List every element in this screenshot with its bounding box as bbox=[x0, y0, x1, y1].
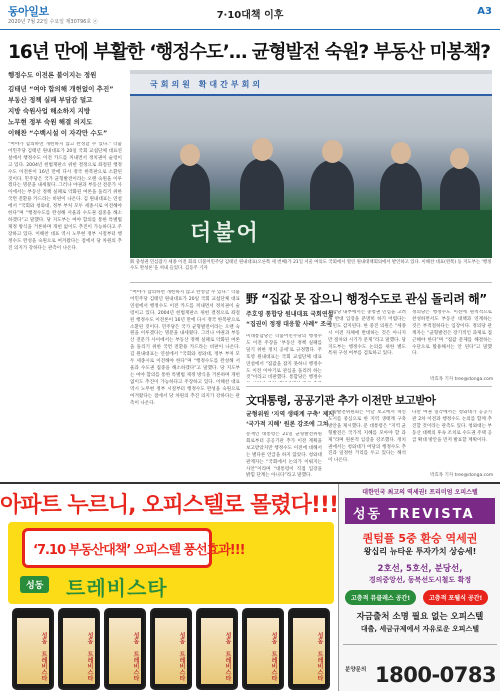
section-headline-president: 文대통령, 공공기관 추가 이전만 보고받아 bbox=[246, 394, 436, 407]
phone-label: 성동 트레비스타 bbox=[178, 632, 185, 681]
byline: 박효목 기자 tree@donga.com bbox=[430, 473, 494, 478]
section-headline-opposition: 野 “집값 못 잡으니 행정수도로 관심 돌리려 해” bbox=[246, 292, 487, 306]
ad-brand-name: 트레비스타 bbox=[66, 576, 168, 600]
article-text: 문재인 대통령은 21일 균형발전위원회로부터 공공기관 추가 이전 계획을 보고받았지만 행정수도 이전에 대해서는 별다른 언급을 하지 않았다. 청와대 관계자는 “국회에서 논의가 이뤄지는 사안”이라며 “대통령이 직접 입장을 밝힐 단계는 아니다”라고 말했다. bbox=[246, 432, 322, 478]
phone-graphic bbox=[58, 608, 100, 690]
subhead-line: 이해찬 “수백시설 이 자각만 수도” bbox=[8, 129, 108, 137]
advertisement bbox=[0, 482, 500, 691]
byline: 박효목 기자 tree@donga.com bbox=[430, 377, 494, 382]
ad-badge-text: ‘7.10 부동산대책’ 오피스텔 풍선효과!!! bbox=[33, 543, 245, 558]
person-head bbox=[180, 144, 200, 166]
ad-right-panel bbox=[338, 484, 500, 691]
article-text: 균형발전위원회는 이날 보고에서 혁신도시를 중심으로 한 지역 생태계 구축 방안을 제시했다. 문 대통령은 “지역 균형발전은 국가적 지혜를 모아야 할 과제”라며 원론적 입장을 강조했다. 정치권에서는 청와대가 여당의 행정수도 추진과 일정한 거리를 두고 있다는 해석이 나온다. bbox=[328, 410, 406, 464]
page-number: A3 bbox=[477, 6, 492, 17]
person-head bbox=[322, 140, 343, 163]
ad-contact-label: 분양문의 bbox=[345, 667, 367, 673]
ad-right-tagline: 대한민국 최고의 역세권! 프리미엄 오피스텔 bbox=[362, 489, 478, 496]
subhead-lead: 행정수도 이전론 불이지는 정원 bbox=[8, 71, 97, 79]
ad-right-logo bbox=[345, 498, 495, 524]
phone-graphic bbox=[242, 608, 284, 690]
ad-sub-badge: 성동 bbox=[20, 576, 49, 593]
ad-right-logo-text: 성동 TREVISTA bbox=[353, 507, 475, 522]
photo-caption: 與 충청권 민심잡기 세종 이전 회의 더불어민주당 김태년 원내대표(오른쪽 세 번째)가 21일 서울 여의도 국회에서 열린 원내대책회의에서 발언하고 있다. 이해찬 대표(왼쪽) 등 지도부는 ‘행정수도 완성론’을 꺼내 들었다. 김동주 기자 bbox=[130, 260, 492, 271]
article-text: 통합당 내부에서는 충청권 민심을 고려해 반대 입장을 분명히 하기 어렵다는 고민도 감지된다. 한 중진 의원은 “세종시 이전 자체에 반대하는 것은 아니지만 절차와 시기가 문제”라고 말했다. 당 지도부는 행정수도 논의를 위한 별도 특위 구성 여부를 검토하고 있다. bbox=[328, 310, 406, 357]
phone-graphic bbox=[150, 608, 192, 690]
lead-article-text: “여야가 합의하면 개헌하지 않고 완성할 수 있다.” 더불어민주당 김태년 원내대표가 20일 국회 교섭단체 대표연설에서 행정수도 이전 카드를 꺼내면서 정치권이 술렁이고 있다. 2004년 헌법재판소 위헌 결정으로 좌절된 행정수도 이전론이 16년 만에 다시 정국 한복판으로 소환된 것이다. 민주당은 국가 균형발전이라는 오랜 숙원을 이루겠다는 명분을 내세웠다. 그러나 야권과 부동산 전문가 사이에서는 부동산 정책 실패로 악화된 여론을 돌리기 위한 국면 전환용 카드라는 비판이 나온다. 김 원내대표는 연설에서 “국회와 청와대, 정부 부처 모두 세종시로 이전해야 한다”며 “행정수도를 완성해 서울과 수도권 집중을 해소하겠다”고 말했다. 당 지도부는 여야 합의를 통한 특별법 제정 방식을 거론하며 개헌 없이도 추진이 가능하다고 주장하고 있다. 이해찬 대표 역시 노무현 정부 시절부터 행정수도 완성을 숙원으로 여겨왔다는 점에서 당 차원의 추진 의지가 강하다는 관측이 나온다. bbox=[8, 142, 122, 251]
person-figure bbox=[310, 160, 354, 214]
main-headline: 16년 만에 부활한 ‘행정수도’… 균형발전 숙원? 부동산 미봉책? bbox=[8, 42, 491, 63]
ad-left-panel bbox=[0, 484, 338, 691]
news-photo bbox=[130, 70, 492, 258]
section-subhead-line: ‘국가적 지혜’ 원론 강조에 그쳐 bbox=[246, 421, 329, 428]
section-subhead-line: 주호영 통합당 원내대표 국회연설 bbox=[246, 311, 334, 318]
ad-right-line: 자금출처 소명 필요 없는 오피스텔 bbox=[356, 612, 484, 622]
photo-banner-text: 국회의원 확대간부회의 bbox=[150, 80, 264, 89]
ad-badge bbox=[22, 528, 245, 568]
divider bbox=[246, 386, 492, 387]
ad-right-line: 2호선, 5호선, 분당선, bbox=[377, 564, 463, 574]
publication-date: 2020년 7월 22일 수요일 제30796호 ⓐ bbox=[8, 19, 98, 25]
article-text: 미래통합당은 더불어민주당의 행정수도 이전 주장을 ‘부동산 정책 실패를 덮기 위한 정치 공세’로 규정했다. 주호영 원내대표는 국회 교섭단체 대표연설에서 “집값을 잡지 못하니 행정수도 이전 이야기로 관심을 돌리려 하는 것”이라고 비판했다. 통합당은 행정수 bbox=[246, 334, 322, 381]
ad-contact bbox=[343, 644, 497, 690]
ad-pill: 고층적 뮤클레스 공간! bbox=[345, 590, 416, 605]
ad-pill: 고층적 포웰식 공간! bbox=[423, 590, 488, 605]
subhead-line: 지방 숙원사업 해소하지 지방 bbox=[8, 107, 91, 115]
person-head bbox=[450, 148, 469, 169]
desk-sign: 더불어 bbox=[190, 221, 260, 246]
subhead-line: 김태년 “여야 합의해 개헌없이 추진” bbox=[8, 85, 114, 93]
ad-title: 아파트 누르니, 오피스텔로 몰렸다!!! bbox=[0, 493, 338, 518]
person-head bbox=[252, 138, 273, 161]
subhead-box bbox=[8, 70, 118, 138]
phone-label: 성동 트레비스타 bbox=[270, 632, 277, 681]
person-figure bbox=[170, 162, 210, 214]
ad-right-line: 퀀텀플 5중 환승 역세권 bbox=[362, 532, 478, 545]
section-subhead-line: 균형위원 ‘지역 생태계 구축’ 제시 bbox=[246, 411, 335, 418]
section-subhead-line: “집권이 정쟁 대응할 사례” 조국 bbox=[246, 321, 332, 328]
ad-right-line: 왕십리 뉴타운 투자가치 상승세! bbox=[363, 547, 477, 556]
person-figure bbox=[380, 162, 422, 214]
person-head bbox=[391, 142, 411, 164]
phone-graphic bbox=[196, 608, 238, 690]
phone-graphic bbox=[12, 608, 54, 690]
section-title: 7·10대책 이후 bbox=[216, 10, 284, 21]
podium-desk bbox=[130, 210, 492, 258]
ad-phone-number: 1800-0783 bbox=[375, 663, 497, 687]
newspaper-logo: 동아일보 bbox=[8, 5, 49, 18]
ad-right-line: 대출, 세금규제에서 자유로운 오피스텔 bbox=[360, 625, 480, 633]
phone-label: 성동 트레비스타 bbox=[40, 632, 47, 681]
phone-label: 성동 트레비스타 bbox=[224, 632, 231, 681]
subhead-line: 부동산 정책 실패 부담감 덜고 bbox=[8, 96, 93, 104]
phone-label: 성동 트레비스타 bbox=[86, 632, 93, 681]
article-text: “여야가 합의하면 개헌하지 않고 완성할 수 있다.” 더불어민주당 김태년 원내대표가 20일 국회 교섭단체 대표연설에서 행정수도 이전 카드를 꺼내면서 정치권이 술렁이고 있다. 2004년 헌법재판소 위헌 결정으로 좌절된 행정수도 이전론이 16년 만에 다시 정국 한복판으로 소환된 것이다. 민주당은 국가 균형발전이라는 오랜 숙원을 이루겠다는 명분을 내세웠다. 그러나 야권과 부동산 전문가 사이에서는 부동산 정책 실패로 악화된 여론을 돌리기 위한 국면 전환용 카드라는 비판이 나온다. 김 원내대표는 연설에서 “국회와 청와대, 정부 부처 모두 세종시로 이전해야 한다”며 “행정수도를 완성해 서울과 수도권 집중을 해소하겠다”고 말했다. 당 지도부는 여야 합의를 통한 특별법 제정 방식을 거론하며 개헌 없이도 추진이 가능하다고 주장하고 있다. 이해찬 대표 역시 노무현 정부 시절부터 행정수도 완성을 숙원으로 여겨왔다는 점에서 당 차원의 추진 의지가 강하다는 관측이 나온다. bbox=[130, 290, 240, 406]
photo-banner bbox=[130, 74, 492, 96]
subhead-line: 노무현 정부 숙원 해결 의지도 bbox=[8, 118, 93, 126]
phone-graphic bbox=[104, 608, 146, 690]
article-text: 정의당은 행정수도 이전에 원칙적으로 찬성하면서도 부동산 대책과 연계하는 것은 부적절하다는 입장이다. 정의당 관계자는 “균형발전은 장기적인 과제로 접근해야 한다”며 “집값 문제를 해결하는 수단으로 활용해서는 안 된다”고 말했다. bbox=[412, 310, 492, 357]
phone-graphic bbox=[288, 608, 330, 690]
masthead bbox=[0, 0, 500, 30]
person-figure bbox=[240, 158, 284, 214]
article-text: 다만 여권 일각에서는 청와대가 공공기관 2차 이전과 행정수도 논의를 함께 추진할 것이라는 관측도 있다. 청와대는 부동산 대책의 후속 조치로 수도권 주택 공급 확대 방안을 먼저 발표할 계획이다. bbox=[412, 410, 492, 443]
divider bbox=[130, 282, 492, 283]
ad-right-line: 경의중앙선, 동북선도시철도 확정 bbox=[368, 576, 472, 584]
ad-phone-row bbox=[12, 608, 334, 690]
phone-label: 성동 트레비스타 bbox=[132, 632, 139, 681]
phone-label: 성동 트레비스타 bbox=[316, 632, 323, 681]
person-figure bbox=[440, 166, 480, 214]
